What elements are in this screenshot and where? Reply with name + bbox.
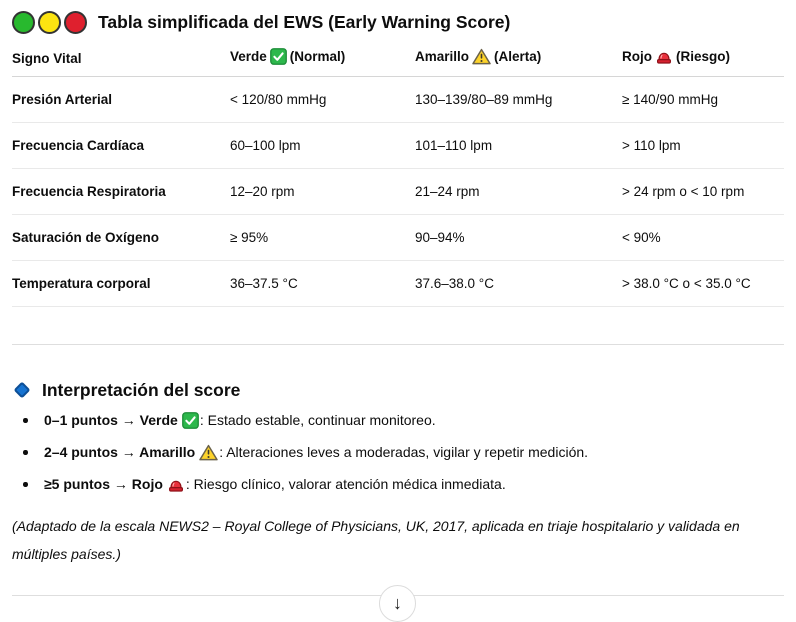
yellow-circle-icon: [38, 11, 61, 34]
rojo-value: > 38.0 °C o < 35.0 °C: [622, 276, 751, 291]
rojo-value: < 90%: [622, 230, 661, 245]
siren-icon: [655, 53, 673, 68]
table-row: [12, 169, 784, 215]
interpretation-heading-text: Interpretación del score: [42, 379, 241, 400]
chat-message-content: [0, 8, 796, 596]
amarillo-value: 130–139/80–89 mmHg: [415, 92, 553, 107]
amarillo-value: 101–110 lpm: [415, 138, 493, 153]
page-title: [12, 8, 784, 36]
col-header-amarillo: Amarillo (Alerta): [415, 48, 622, 76]
blue-diamond-icon: [14, 382, 31, 399]
rojo-value: ≥ 140/90 mmHg: [622, 92, 718, 107]
green-circle-icon: [12, 11, 35, 34]
red-circle-icon: [64, 11, 87, 34]
rojo-value: > 24 rpm o < 10 rpm: [622, 184, 745, 199]
list-item: 2–4 puntos → Amarillo : Alteraciones leves a moderadas, vigilar y repetir medición.: [12, 438, 784, 470]
warning-icon: [199, 448, 218, 464]
verde-value: ≥ 95%: [230, 230, 269, 245]
ews-table: [12, 48, 784, 307]
warning-icon: [472, 53, 491, 68]
list-item: ≥5 puntos → Rojo : Riesgo clínico, valorar atención médica inmediata.: [12, 470, 784, 502]
list-item: 0–1 puntos → Verde : Estado estable, continuar monitoreo.: [12, 406, 784, 438]
siren-icon: [167, 480, 185, 496]
col-header-signo-vital: Signo Vital: [12, 51, 82, 66]
check-icon: [270, 53, 287, 68]
verde-value: 36–37.5 °C: [230, 276, 298, 291]
verde-value: 12–20 rpm: [230, 184, 295, 199]
vital-sign-label: Temperatura corporal: [12, 276, 151, 291]
check-icon: [182, 416, 199, 432]
amarillo-value: 37.6–38.0 °C: [415, 276, 494, 291]
page-title-text: Tabla simplificada del EWS (Early Warning Score): [98, 11, 511, 32]
source-footnote: (Adaptado de la escala NEWS2 – Royal College of Physicians, UK, 2017, aplicada en triaje hospitalario y validada en múltiples países.): [12, 518, 740, 562]
vital-sign-label: Frecuencia Cardíaca: [12, 138, 145, 153]
table-header-row: [12, 48, 784, 77]
table-row: [12, 123, 784, 169]
vital-sign-label: Frecuencia Respiratoria: [12, 184, 166, 199]
vital-sign-label: Presión Arterial: [12, 92, 113, 107]
table-row: [12, 77, 784, 123]
col-header-verde: Verde (Normal): [230, 48, 415, 76]
vital-sign-label: Saturación de Oxígeno: [12, 230, 160, 245]
interpretation-heading: [12, 378, 784, 402]
arrow-down-icon: ↓: [393, 593, 402, 613]
table-row: [12, 215, 784, 261]
amarillo-value: 90–94%: [415, 230, 465, 245]
section-divider: [12, 344, 784, 345]
amarillo-value: 21–24 rpm: [415, 184, 480, 199]
table-row: [12, 261, 784, 307]
rojo-value: > 110 lpm: [622, 138, 681, 153]
verde-value: < 120/80 mmHg: [230, 92, 327, 107]
verde-value: 60–100 lpm: [230, 138, 301, 153]
col-header-rojo: Rojo (Riesgo): [622, 48, 784, 76]
interpretation-list: [12, 406, 784, 502]
